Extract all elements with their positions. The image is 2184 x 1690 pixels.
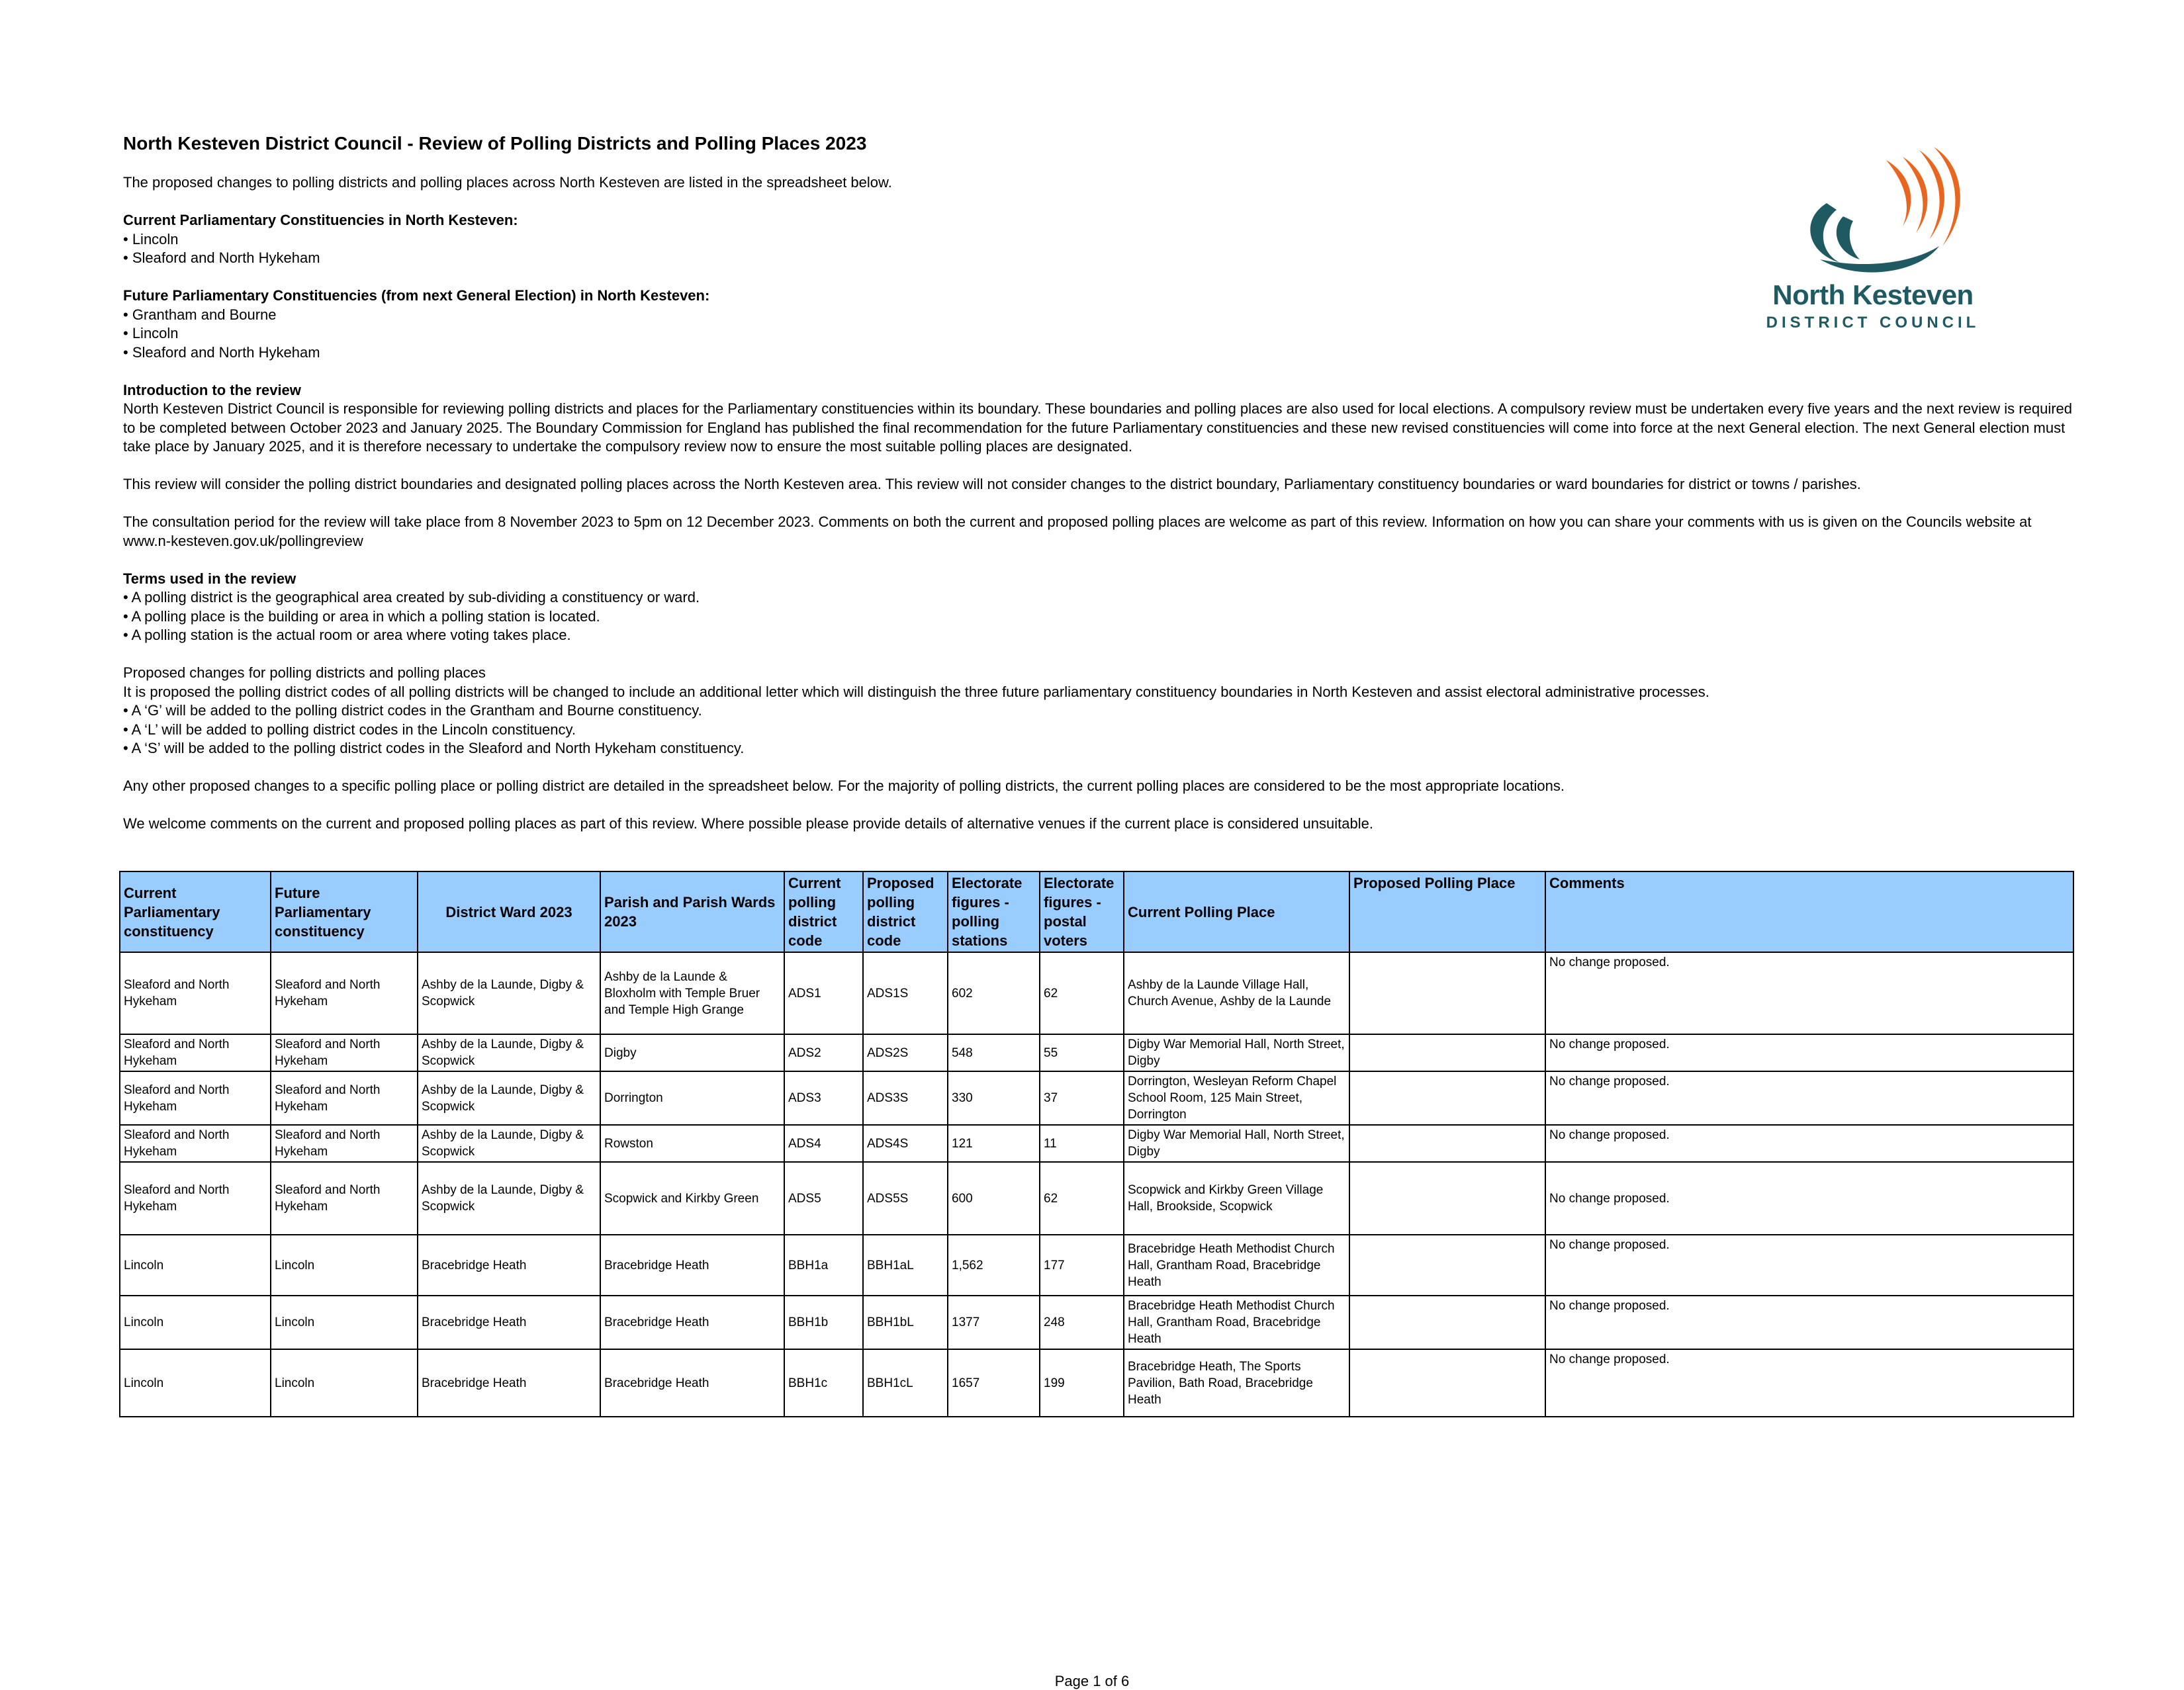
polling-table [119,871,2074,1417]
table-cell: Scopwick and Kirkby Green Village Hall, Brookside, Scopwick [1124,1162,1349,1235]
page-title: North Kesteven District Council - Review of Polling Districts and Polling Places 2023 [123,133,867,154]
table-cell: Bracebridge Heath [418,1235,600,1296]
table-cell: Lincoln [120,1235,271,1296]
table-cell: Rowston [600,1125,784,1162]
column-header: Electorate figures - polling stations [948,871,1040,952]
table-row [120,1235,2073,1296]
logo-swoosh-icon [1760,147,1985,279]
terms-section [123,570,2082,645]
table-row [120,1071,2073,1125]
table-cell: Ashby de la Launde Village Hall, Church Avenue, Ashby de la Launde [1124,952,1349,1034]
table-cell: BBH1cL [863,1349,948,1417]
list-item: • A polling place is the building or area in which a polling station is located. [123,607,600,625]
proposed-heading: Proposed changes for polling districts and polling places [123,664,486,681]
table-cell: Sleaford and North Hykeham [271,1125,418,1162]
column-header: Future Parliamentary constituency [271,871,418,952]
table-cell: Sleaford and North Hykeham [271,1071,418,1125]
table-cell: Ashby de la Launde, Digby & Scopwick [418,1125,600,1162]
table-cell [1349,1071,1545,1125]
table-cell: Sleaford and North Hykeham [271,952,418,1034]
column-header: District Ward 2023 [418,871,600,952]
future-constituencies-heading: Future Parliamentary Constituencies (from next General Election) in North Kesteven: [123,287,710,304]
table-cell: No change proposed. [1545,1162,2073,1235]
table-cell: BBH1a [784,1235,863,1296]
table-cell: Bracebridge Heath Methodist Church Hall, Grantham Road, Bracebridge Heath [1124,1235,1349,1296]
table-cell: Dorrington, Wesleyan Reform Chapel School Room, 125 Main Street, Dorrington [1124,1071,1349,1125]
table-cell: No change proposed. [1545,1296,2073,1349]
table-cell: 1,562 [948,1235,1040,1296]
table-cell: 548 [948,1034,1040,1071]
proposed-text: It is proposed the polling district codes of all polling districts will be changed to include an additional letter which will distinguish the three future parliamentary constituency boundaries in North Kesteven and assist electoral administrative processes. [123,683,1709,700]
table-cell: Ashby de la Launde, Digby & Scopwick [418,1034,600,1071]
table-cell: 199 [1040,1349,1124,1417]
proposed-section [123,664,2082,758]
table-cell: Bracebridge Heath, The Sports Pavilion, Bath Road, Bracebridge Heath [1124,1349,1349,1417]
table-cell: ADS3S [863,1071,948,1125]
table-cell [1349,1235,1545,1296]
table-cell: 121 [948,1125,1040,1162]
table-cell: 62 [1040,952,1124,1034]
column-header: Proposed Polling Place [1349,871,1545,952]
table-cell: Ashby de la Launde, Digby & Scopwick [418,1071,600,1125]
introduction-section [123,381,2082,457]
table-row [120,952,2073,1034]
column-header: Electorate figures - postal voters [1040,871,1124,952]
council-logo [1760,147,1999,339]
table-cell: Scopwick and Kirkby Green [600,1162,784,1235]
table-cell: Bracebridge Heath Methodist Church Hall, Grantham Road, Bracebridge Heath [1124,1296,1349,1349]
other-changes-paragraph: Any other proposed changes to a specific polling place or polling district are detailed in the spreadsheet below. For the majority of polling districts, the current polling places are considered to be the most appropriate locations. [123,778,1565,794]
table-cell: BBH1bL [863,1296,948,1349]
table-cell: Bracebridge Heath [600,1235,784,1296]
table-cell [1349,952,1545,1034]
table-cell: Dorrington [600,1071,784,1125]
table-cell: Bracebridge Heath [600,1349,784,1417]
table-cell: No change proposed. [1545,1071,2073,1125]
table-cell: 11 [1040,1125,1124,1162]
table-cell: No change proposed. [1545,1034,2073,1071]
introduction-paragraph: North Kesteven District Council is responsible for reviewing polling districts and places for the Parliamentary constituencies within its boundary. These boundaries and polling places are also used for local elections. A compulsory review must be undertaken every five years and the next review is required to be completed between October 2023 and January 2025. The Boundary Commission for England has published the final recommendation for the future Parliamentary constituencies and these new revised constituencies will come into force at the next General election. The next General election must take place by January 2025, and it is therefore necessary to undertake the compulsory review now to ensure the most suitable polling places are designated. [123,400,2073,455]
table-cell: Sleaford and North Hykeham [271,1162,418,1235]
table-cell: Digby War Memorial Hall, North Street, Digby [1124,1125,1349,1162]
table-cell: No change proposed. [1545,1349,2073,1417]
list-item: • A polling district is the geographical area created by sub-dividing a constituency or ward. [123,589,700,605]
table-cell: Lincoln [271,1296,418,1349]
table-cell: BBH1aL [863,1235,948,1296]
table-header-row [120,871,2073,952]
page-number: Page 1 of 6 [1054,1673,1130,1689]
table-row [120,1034,2073,1071]
table-cell: Ashby de la Launde & Bloxholm with Temple Bruer and Temple High Grange [600,952,784,1034]
table-cell: No change proposed. [1545,1125,2073,1162]
list-item: • Sleaford and North Hykeham [123,249,320,266]
table-cell [1349,1125,1545,1162]
terms-heading: Terms used in the review [123,570,296,587]
table-cell: 600 [948,1162,1040,1235]
table-cell: Sleaford and North Hykeham [271,1034,418,1071]
introduction-paragraph: This review will consider the polling district boundaries and designated polling places across the North Kesteven area. This review will not consider changes to the district boundary, Parliamentary constituency boundaries or ward boundaries for district or towns / parishes. [123,476,1861,492]
table-cell: Sleaford and North Hykeham [120,1071,271,1125]
table-row [120,1162,2073,1235]
list-item: • Lincoln [123,230,179,247]
logo-name: North Kesteven [1772,279,1974,310]
table-cell: BBH1c [784,1349,863,1417]
column-header: Comments [1545,871,2073,952]
table-cell: Lincoln [271,1235,418,1296]
table-cell: 1657 [948,1349,1040,1417]
introduction-heading: Introduction to the review [123,381,301,398]
table-cell: Lincoln [120,1296,271,1349]
list-item: • A ‘S’ will be added to the polling district codes in the Sleaford and North Hykeham constituency. [123,740,745,756]
table-cell: Digby [600,1034,784,1071]
table-cell: ADS2S [863,1034,948,1071]
table-cell: Sleaford and North Hykeham [120,952,271,1034]
column-header: Current Polling Place [1124,871,1349,952]
table-cell: Lincoln [271,1349,418,1417]
table-cell: Sleaford and North Hykeham [120,1162,271,1235]
table-cell [1349,1349,1545,1417]
column-header: Proposed polling district code [863,871,948,952]
table-cell: Digby War Memorial Hall, North Street, Digby [1124,1034,1349,1071]
table-cell: Sleaford and North Hykeham [120,1125,271,1162]
table-cell: ADS5S [863,1162,948,1235]
list-item: • Lincoln [123,325,179,341]
table-cell: 55 [1040,1034,1124,1071]
table-cell: ADS3 [784,1071,863,1125]
table-cell: Bracebridge Heath [418,1349,600,1417]
table-cell [1349,1296,1545,1349]
table-cell: ADS4S [863,1125,948,1162]
current-constituencies-heading: Current Parliamentary Constituencies in North Kesteven: [123,212,518,228]
table-cell: 248 [1040,1296,1124,1349]
list-item: • A ‘G’ will be added to the polling district codes in the Grantham and Bourne constituency. [123,702,702,719]
table-cell: Bracebridge Heath [418,1296,600,1349]
table-cell: 330 [948,1071,1040,1125]
column-header: Current Parliamentary constituency [120,871,271,952]
table-cell: Bracebridge Heath [600,1296,784,1349]
table-cell [1349,1162,1545,1235]
table-cell: No change proposed. [1545,1235,2073,1296]
table-cell: 177 [1040,1235,1124,1296]
table-cell: ADS5 [784,1162,863,1235]
table-cell: ADS1S [863,952,948,1034]
table-cell: Ashby de la Launde, Digby & Scopwick [418,1162,600,1235]
table-cell: 62 [1040,1162,1124,1235]
table-cell [1349,1034,1545,1071]
table-cell: Lincoln [120,1349,271,1417]
table-cell: ADS1 [784,952,863,1034]
table-cell: ADS4 [784,1125,863,1162]
table-cell: 37 [1040,1071,1124,1125]
logo-subtitle: DISTRICT COUNCIL [1766,314,1980,332]
welcome-paragraph: We welcome comments on the current and proposed polling places as part of this review. Where possible please provide details of alternative venues if the current place is considered unsuitable. [123,815,1373,832]
consultation-paragraph: The consultation period for the review will take place from 8 November 2023 to 5pm on 12 December 2023. Comments on both the current and proposed polling places are welcome as part of this review. Information on how you can share your comments with us is given on the Councils website at www.n-kesteven.gov.uk/pollingreview [123,513,2032,549]
table-cell: ADS2 [784,1034,863,1071]
column-header: Parish and Parish Wards 2023 [600,871,784,952]
table-row [120,1296,2073,1349]
table-cell: No change proposed. [1545,952,2073,1034]
intro-text: The proposed changes to polling districts and polling places across North Kesteven are listed in the spreadsheet below. [123,174,892,191]
list-item: • A ‘L’ will be added to polling district codes in the Lincoln constituency. [123,721,576,738]
table-cell: 602 [948,952,1040,1034]
table-cell: Ashby de la Launde, Digby & Scopwick [418,952,600,1034]
table-row [120,1125,2073,1162]
table-cell: Sleaford and North Hykeham [120,1034,271,1071]
list-item: • Sleaford and North Hykeham [123,343,320,361]
list-item: • A polling station is the actual room or area where voting takes place. [123,627,571,643]
table-cell: BBH1b [784,1296,863,1349]
table-row [120,1349,2073,1417]
column-header: Current polling district code [784,871,863,952]
list-item: • Grantham and Bourne [123,306,277,323]
table-cell: 1377 [948,1296,1040,1349]
